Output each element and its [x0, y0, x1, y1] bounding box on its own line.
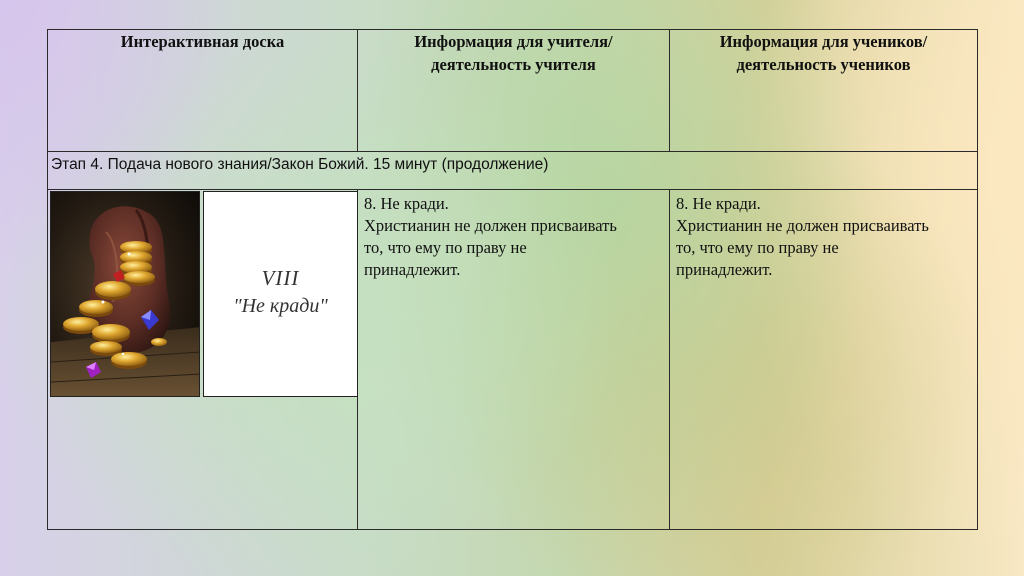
content-row	[48, 190, 978, 530]
header-students-line2: деятельность учеников	[736, 55, 911, 74]
students-content-cell	[670, 190, 978, 530]
header-interactive-board	[48, 30, 358, 152]
teacher-line-1: 8. Не кради.	[364, 194, 449, 213]
header-board-line1: Интерактивная доска	[120, 32, 285, 51]
header-row	[48, 30, 978, 152]
students-line-4: принадлежит.	[676, 260, 773, 279]
header-students-info	[670, 30, 978, 152]
stage-title: Этап 4. Подача нового знания/Закон Божий. 15 минут (продолжение)	[51, 156, 549, 173]
board-cell	[48, 190, 358, 530]
lesson-plan-table	[47, 29, 978, 530]
slide-number: VIII	[261, 266, 300, 290]
teacher-line-3: то, что ему по праву не	[364, 238, 527, 257]
teacher-line-2: Христианин не должен присваивать	[364, 216, 617, 235]
students-line-3: то, что ему по праву не	[676, 238, 839, 257]
header-teacher-info	[358, 30, 670, 152]
students-line-2: Христианин не должен присваивать	[676, 216, 929, 235]
stage-row	[48, 152, 978, 190]
slide-title: "Не кради"	[233, 295, 328, 317]
header-teacher-line2: деятельность учителя	[431, 55, 596, 74]
header-teacher-line1: Информация для учителя/	[414, 32, 613, 51]
students-line-1: 8. Не кради.	[676, 194, 761, 213]
teacher-content-cell	[358, 190, 670, 530]
slide-commandment-card	[203, 191, 358, 397]
header-students-line1: Информация для учеников/	[719, 32, 928, 51]
stage-cell	[48, 152, 978, 190]
coins-treasure-bag-image	[50, 191, 200, 397]
interactive-board	[48, 190, 357, 526]
lesson-plan-sheet	[47, 29, 977, 525]
teacher-line-4: принадлежит.	[364, 260, 461, 279]
